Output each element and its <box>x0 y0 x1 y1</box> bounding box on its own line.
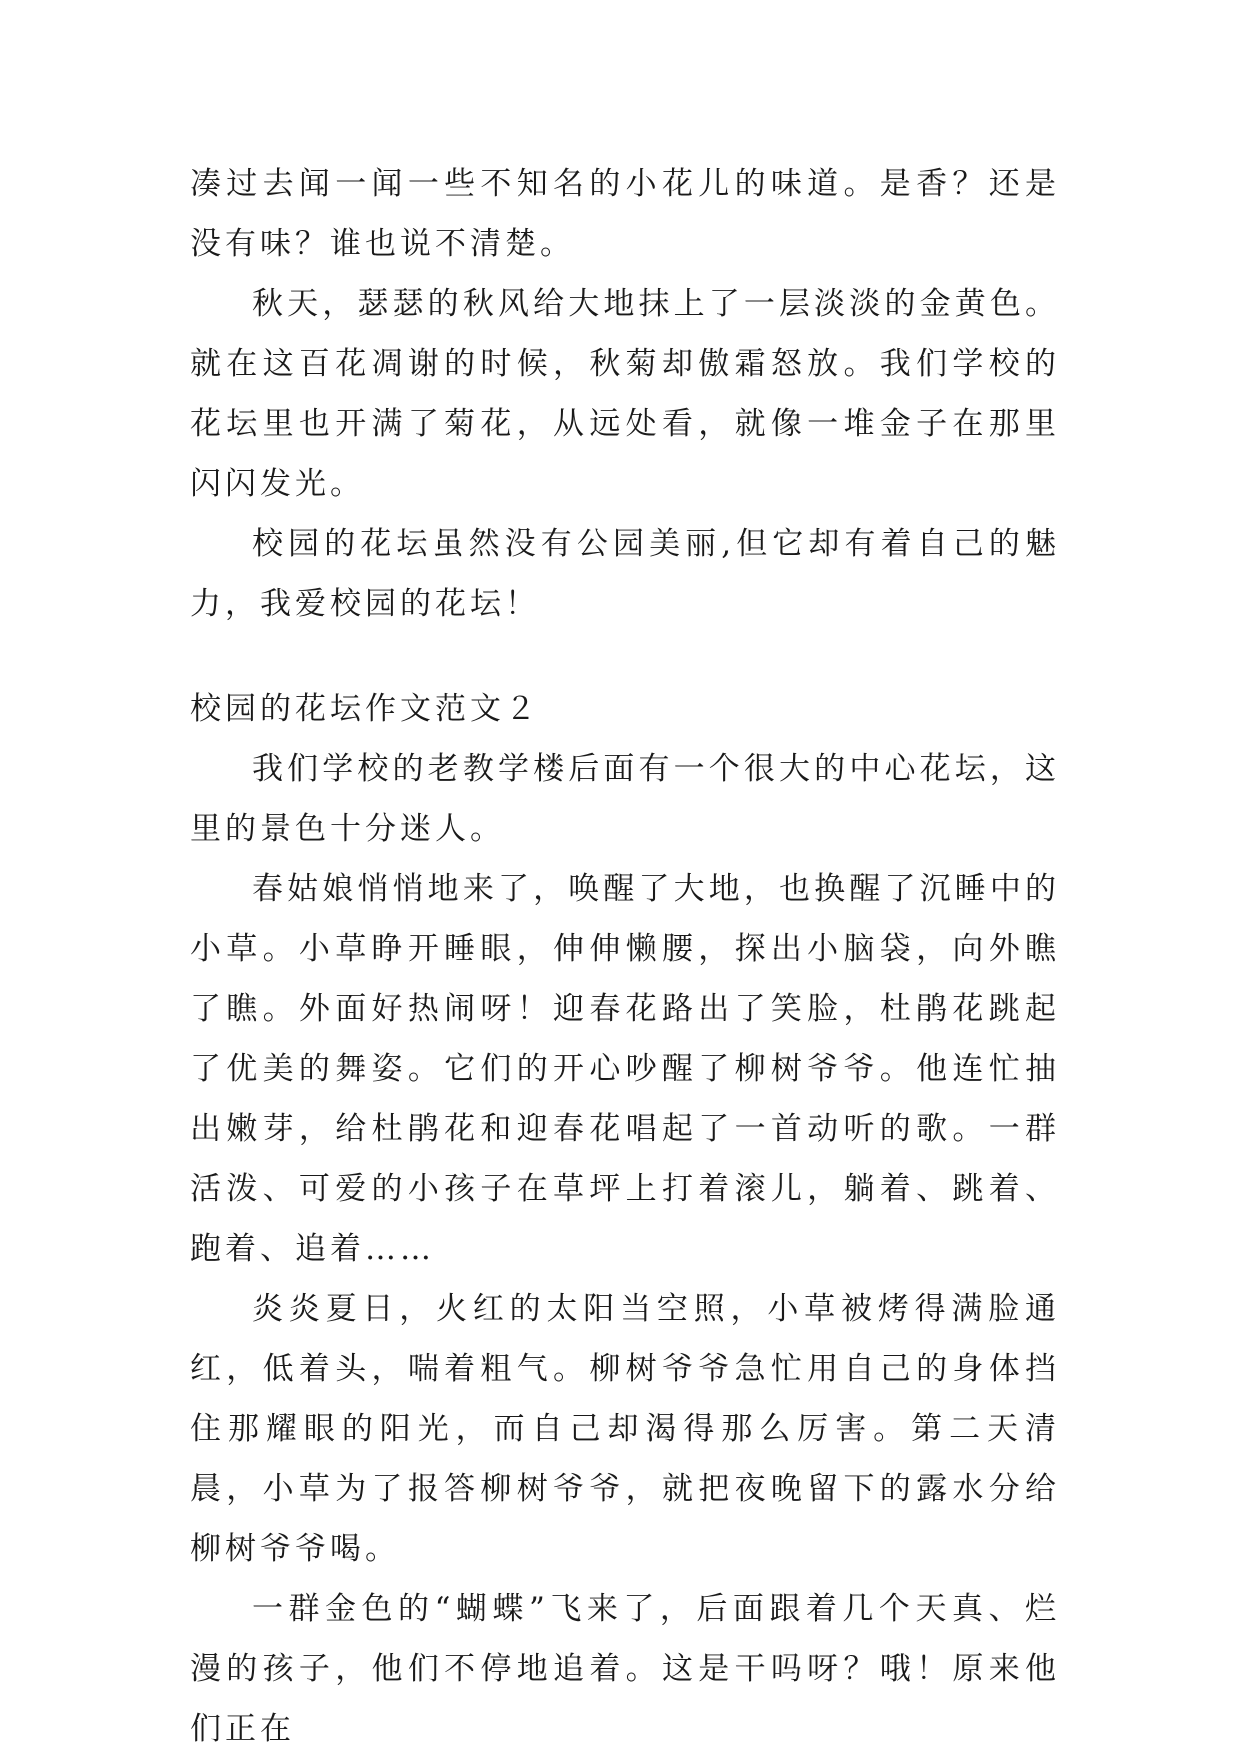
paragraph: 我们学校的老教学楼后面有一个很大的中心花坛，这里的景色十分迷人。 <box>190 751 1060 847</box>
paragraph: 炎炎夏日，火红的太阳当空照，小草被烤得满脸通红，低着头，喘着粗气。柳树爷爷急忙用自己的身体挡住那耀眼的阳光，而自己却渴得那么厉害。第二天清晨，小草为了报答柳树爷爷，就把夜晚留下的露水分给柳树爷爷喝。 <box>190 1291 1060 1567</box>
essay-part-2 <box>190 679 1060 1759</box>
essay-part-1 <box>190 154 1060 634</box>
paragraph: 春姑娘悄悄地来了，唤醒了大地，也换醒了沉睡中的小草。小草睁开睡眼，伸伸懒腰，探出小脑袋，向外瞧了瞧。外面好热闹呀！迎春花路出了笑脸，杜鹃花跳起了优美的舞姿。它们的开心吵醒了柳树爷爷。他连忙抽出嫩芽，给杜鹃花和迎春花唱起了一首动听的歌。一群活泼、可爱的小孩子在草坪上打着滚儿，躺着、跳着、跑着、追着…… <box>190 871 1060 1267</box>
paragraph: 秋天，瑟瑟的秋风给大地抹上了一层淡淡的金黄色。就在这百花凋谢的时候，秋菊却傲霜怒放。我们学校的花坛里也开满了菊花，从远处看，就像一堆金子在那里闪闪发光。 <box>190 286 1060 502</box>
paragraph: 凑过去闻一闻一些不知名的小花儿的味道。是香？还是没有味？谁也说不清楚。 <box>190 166 1060 262</box>
essay-title: 校园的花坛作文范文２ <box>190 691 540 727</box>
paragraph: 一群金色的“蝴蝶”飞来了，后面跟着几个天真、烂漫的孩子，他们不停地追着。这是干吗呀？哦！原来他们正在 <box>190 1591 1060 1747</box>
paragraph: 校园的花坛虽然没有公园美丽,但它却有着自己的魅力，我爱校园的花坛！ <box>190 526 1060 622</box>
